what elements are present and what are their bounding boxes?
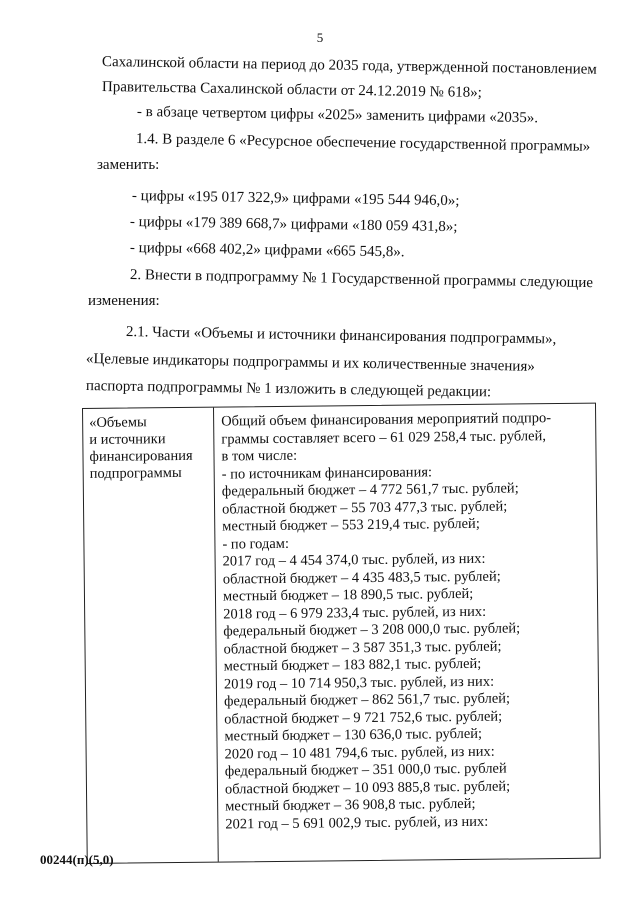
right-cell-line: 2017 год – 4 454 374,0 тыс. рублей, из них: — [222, 550, 486, 570]
body-line-3: - в абзаце четвертом цифры «2025» заменить цифрами «2035». — [136, 104, 539, 127]
right-cell-line: граммы составляет всего – 61 029 258,4 тыс. рублей, — [221, 427, 546, 448]
right-cell-line: местный бюджет – 18 890,5 тыс. рублей; — [222, 585, 474, 605]
body-line-10: изменения: — [88, 293, 160, 309]
right-cell-line: - по годам: — [222, 535, 290, 553]
right-cell-line: местный бюджет – 36 908,8 тыс. рублей; — [225, 795, 476, 815]
table-left-cell — [89, 414, 212, 483]
body-line-7: - цифры «179 389 668,7» цифрами «180 059 431,8»; — [129, 214, 458, 236]
table-column-divider — [213, 408, 219, 862]
right-cell-line: федеральный бюджет – 862 561,7 тыс. рублей; — [223, 690, 511, 710]
page-number: 5 — [316, 30, 324, 45]
left-cell-line: «Объемы — [89, 414, 147, 431]
right-cell-line: федеральный бюджет – 3 208 000,0 тыс. рублей; — [223, 620, 521, 640]
right-cell-line: Общий объем финансирования мероприятий подпро- — [221, 410, 552, 430]
body-line-6: - цифры «195 017 322,9» цифрами «195 544 946,0»; — [131, 188, 460, 210]
right-cell-line: местный бюджет – 553 219,4 тыс. рублей; — [222, 515, 480, 535]
right-cell-line: областной бюджет – 3 587 351,3 тыс. рублей; — [223, 638, 502, 658]
body-line-8: - цифры «668 402,2» цифрами «665 545,8». — [129, 240, 405, 261]
table-right-cell — [221, 410, 595, 834]
financing-table — [82, 403, 601, 864]
left-cell-line: и источники — [89, 431, 166, 448]
right-cell-line: областной бюджет – 55 703 477,3 тыс. рублей; — [221, 498, 508, 518]
right-cell-line: федеральный бюджет – 351 000,0 тыс. рублей — [224, 760, 507, 780]
right-cell-line: местный бюджет – 130 636,0 тыс. рублей; — [224, 725, 483, 745]
right-cell-line: - по источникам финансирования: — [221, 463, 433, 483]
right-cell-line: областной бюджет – 9 721 752,6 тыс. рублей; — [224, 708, 503, 728]
body-line-11: 2.1. Части «Объемы и источники финансирования подпрограммы», — [125, 324, 557, 348]
right-cell-line: местный бюджет – 183 882,1 тыс. рублей; — [223, 655, 482, 675]
body-line-12: «Целевые индикаторы подпрограммы и их количественные значения» — [85, 351, 535, 375]
body-line-2: Правительства Сахалинской области от 24.12.2019 № 618»; — [101, 79, 482, 101]
body-line-9: 2. Внести в подпрограмму № 1 Государственной программы следующие — [129, 267, 594, 292]
document-code: 00244(п)(5,0) — [40, 852, 114, 867]
body-line-13: паспорта подпрограммы № 1 изложить в следующей редакции: — [85, 378, 492, 401]
left-cell-line: подпрограммы — [89, 464, 182, 482]
body-line-1: Сахалинской области на период до 2035 года, утвержденной постановлением — [101, 54, 597, 78]
right-cell-line: 2020 год – 10 481 794,6 тыс. рублей, из них: — [224, 743, 495, 763]
left-cell-line: финансирования — [89, 447, 193, 465]
right-cell-line: в том числе: — [221, 447, 298, 465]
right-cell-line: 2018 год – 6 979 233,4 тыс. рублей, из них: — [223, 603, 487, 623]
body-line-4: 1.4. В разделе 6 «Ресурсное обеспечение государственной программы» — [135, 131, 591, 155]
right-cell-line: 2019 год – 10 714 950,3 тыс. рублей, из них: — [223, 673, 495, 693]
right-cell-line: областной бюджет – 10 093 885,8 тыс. рублей; — [224, 778, 511, 798]
right-cell-line: федеральный бюджет – 4 772 561,7 тыс. рублей; — [221, 480, 519, 500]
right-cell-line: 2021 год – 5 691 002,9 тыс. рублей, из них: — [225, 813, 489, 833]
right-cell-line: областной бюджет – 4 435 483,5 тыс. рублей; — [222, 568, 501, 588]
body-line-5: заменить: — [97, 157, 160, 173]
